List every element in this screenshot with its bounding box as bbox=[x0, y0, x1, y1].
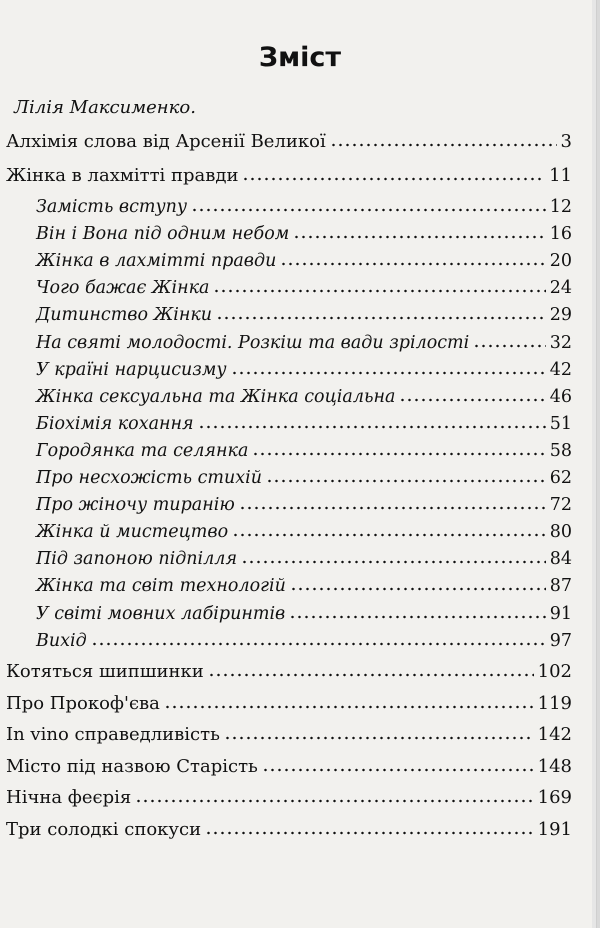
toc-entry bbox=[6, 787, 572, 808]
toc-entry-label: Вихід bbox=[36, 630, 87, 651]
toc-page-number: 12 bbox=[549, 197, 572, 217]
toc-page-number: 11 bbox=[549, 165, 572, 186]
dot-leader bbox=[242, 177, 545, 181]
toc-entry-label: Чого бажає Жінка bbox=[36, 278, 210, 299]
toc-page-number: 42 bbox=[549, 359, 572, 380]
toc-entry-label: Про Прокоф'єва bbox=[6, 692, 160, 714]
toc-entry bbox=[36, 495, 572, 515]
dot-leader bbox=[208, 673, 534, 677]
dot-leader bbox=[280, 262, 545, 266]
toc-entry-label: Місто під назвою Старість bbox=[6, 755, 258, 777]
toc-page-number: 87 bbox=[549, 576, 572, 597]
toc-entry bbox=[6, 819, 572, 840]
dot-leader bbox=[224, 736, 534, 740]
toc-entry-label: Алхімія слова від Арсенії Великої bbox=[6, 131, 326, 152]
toc-entry-label: In vino справедливість bbox=[6, 724, 220, 746]
toc-entry bbox=[36, 631, 572, 651]
dot-leader bbox=[241, 560, 546, 564]
toc-entry bbox=[36, 305, 572, 325]
toc-page-number: 32 bbox=[549, 332, 572, 353]
dot-leader bbox=[262, 768, 534, 772]
toc-page-number: 72 bbox=[549, 495, 572, 516]
toc-entry-label: Біохімія кохання bbox=[36, 413, 194, 434]
toc-entry bbox=[36, 441, 572, 461]
dot-leader bbox=[216, 316, 546, 320]
toc-entry bbox=[36, 224, 572, 244]
dot-leader bbox=[290, 587, 546, 591]
dot-leader bbox=[135, 799, 533, 803]
toc-entry-label: Городянка та селянка bbox=[36, 440, 249, 461]
toc-page-number: 169 bbox=[537, 787, 572, 809]
toc-page-number: 191 bbox=[537, 819, 572, 840]
toc-page-number: 148 bbox=[537, 755, 572, 777]
dot-leader bbox=[164, 705, 534, 709]
toc-entry bbox=[36, 251, 572, 271]
toc-entry-intro bbox=[6, 131, 572, 152]
toc-page-number: 3 bbox=[560, 131, 572, 152]
toc-entry-label: Жінка в лахмітті правди bbox=[36, 251, 277, 272]
toc-entry-label: Жінка сексуальна та Жінка соціальна bbox=[36, 386, 396, 407]
toc-page-number: 24 bbox=[549, 278, 572, 299]
toc-entry-label: Котяться шипшинки bbox=[6, 661, 204, 682]
dot-leader bbox=[473, 344, 545, 348]
dot-leader bbox=[239, 506, 546, 510]
toc-entry bbox=[36, 387, 572, 407]
toc-page-number: 51 bbox=[549, 413, 572, 434]
toc-entry-label: Жінка в лахмітті правди bbox=[6, 165, 239, 186]
dot-leader bbox=[91, 642, 546, 646]
toc-page-number: 46 bbox=[549, 386, 572, 407]
toc-page-number: 84 bbox=[549, 549, 572, 570]
toc-page-number: 102 bbox=[537, 661, 572, 682]
dot-leader bbox=[293, 235, 545, 239]
dot-leader bbox=[213, 289, 545, 293]
toc-page-number: 29 bbox=[549, 305, 572, 326]
toc-entry-label: Під запоною підпілля bbox=[36, 549, 238, 570]
toc-entry bbox=[36, 278, 572, 298]
toc-entry bbox=[36, 360, 572, 380]
toc-entry bbox=[6, 724, 572, 745]
dot-leader bbox=[399, 398, 545, 402]
toc-entry-label: Про жіночу тиранію bbox=[36, 495, 235, 516]
toc-entry-label: Нічна феєрія bbox=[6, 787, 132, 809]
toc-page-number: 16 bbox=[549, 224, 572, 245]
toc-entry bbox=[36, 604, 572, 624]
dot-leader bbox=[266, 479, 546, 483]
toc-entry-label: Жінка й мистецтво bbox=[36, 522, 229, 543]
toc-entry bbox=[6, 661, 572, 682]
dot-leader bbox=[205, 831, 534, 835]
toc-entry-label: Він і Вона під одним небом bbox=[36, 224, 290, 245]
toc-page-number: 58 bbox=[549, 440, 572, 461]
dot-leader bbox=[289, 615, 545, 619]
author-name: Лілія Максименко. bbox=[14, 97, 196, 118]
toc-page-number: 142 bbox=[537, 724, 572, 746]
toc-entry-main-section bbox=[6, 165, 572, 186]
toc-page-number: 119 bbox=[537, 692, 572, 714]
page-title: Зміст bbox=[258, 42, 342, 73]
dot-leader bbox=[232, 533, 546, 537]
toc-entry bbox=[36, 522, 572, 542]
toc-entry bbox=[6, 693, 572, 714]
dot-leader bbox=[231, 371, 546, 375]
toc-entry-label: У світі мовних лабіринтів bbox=[36, 603, 286, 624]
toc-entry bbox=[36, 333, 572, 353]
toc-entry bbox=[36, 468, 572, 488]
dot-leader bbox=[191, 208, 546, 212]
dot-leader bbox=[330, 143, 557, 147]
toc-entry-label: Жінка та світ технологій bbox=[36, 576, 286, 597]
toc-page-number: 20 bbox=[549, 251, 572, 272]
toc-entry-label: Замість вступу bbox=[36, 197, 188, 217]
toc-entry bbox=[6, 756, 572, 777]
toc-page-number: 91 bbox=[549, 603, 572, 624]
dot-leader bbox=[198, 425, 546, 429]
toc-page-number: 80 bbox=[549, 522, 572, 543]
toc-entry bbox=[36, 414, 572, 434]
toc-page-number: 97 bbox=[549, 630, 572, 651]
toc-entry-label: У країні нарцисизму bbox=[36, 359, 227, 380]
toc-entry-label: Три солодкі спокуси bbox=[6, 819, 202, 840]
toc-entry bbox=[36, 576, 572, 596]
page-edge bbox=[592, 0, 596, 928]
dot-leader bbox=[252, 452, 545, 456]
toc-entry-label: Про несхожість стихій bbox=[36, 468, 263, 488]
toc-page-number: 62 bbox=[549, 468, 572, 488]
toc-entry bbox=[36, 197, 572, 217]
toc-entry bbox=[36, 549, 572, 569]
toc-entry-label: На святі молодості. Розкіш та вади зрілості bbox=[36, 332, 470, 353]
toc-entry-label: Дитинство Жінки bbox=[36, 305, 213, 326]
